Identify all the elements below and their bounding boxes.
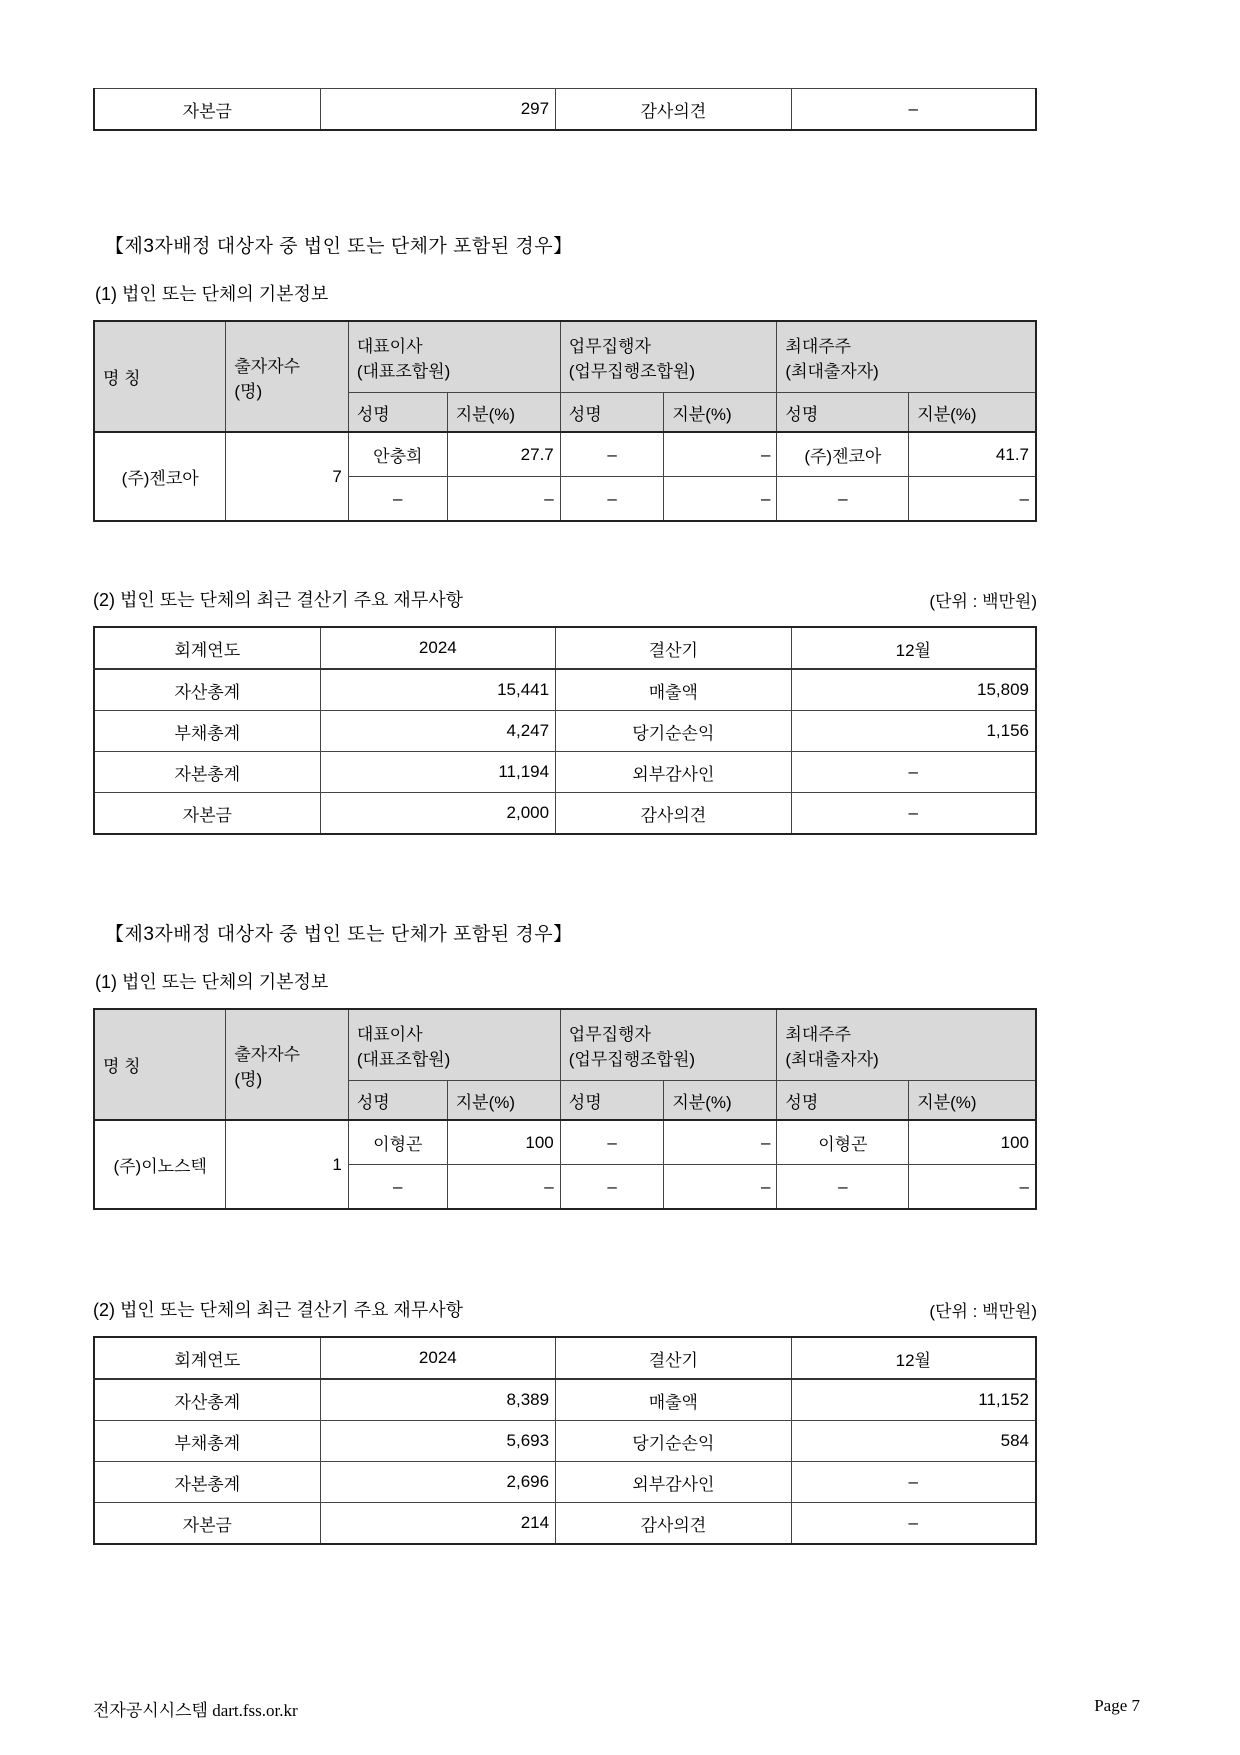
header-line: 업무집행자 — [568, 337, 651, 356]
financial-table — [93, 1336, 1037, 1545]
cell-entity-name: (주)젠코아 — [94, 432, 226, 521]
cell: 자산총계 — [94, 1379, 320, 1421]
header-row — [94, 1009, 1036, 1081]
header-cell-executive — [560, 321, 777, 393]
header-cell-sub-share: 지분(%) — [664, 1081, 777, 1121]
cell: – — [791, 1503, 1036, 1545]
cell: – — [664, 1165, 777, 1210]
cell: 8,389 — [320, 1379, 556, 1421]
cell: 12월 — [791, 1337, 1036, 1379]
header-line: (대표조합원) — [356, 362, 451, 381]
table-row — [94, 793, 1036, 835]
section-title: 【제3자배정 대상자 중 법인 또는 단체가 포함된 경우】 — [105, 236, 573, 257]
cell: 12월 — [791, 627, 1036, 669]
financial-caption: (2) 법인 또는 단체의 최근 결산기 주요 재무사항 — [93, 1300, 463, 1320]
basic-info-table — [93, 320, 1037, 522]
cell: 당기순손익 — [556, 1421, 792, 1462]
table-row — [94, 432, 1036, 477]
header-cell-largest-shareholder — [777, 1009, 1036, 1081]
unit-label: (단위 : 백만원) — [929, 592, 1037, 611]
table-row — [94, 1120, 1036, 1165]
cell: 결산기 — [556, 627, 792, 669]
cell: 1,156 — [791, 711, 1036, 752]
financial-caption-row — [93, 1296, 1037, 1322]
header-row — [94, 321, 1036, 393]
cell: 자본금 — [94, 1503, 320, 1545]
cell: 회계연도 — [94, 1337, 320, 1379]
cell: 당기순손익 — [556, 711, 792, 752]
cell: 5,693 — [320, 1421, 556, 1462]
financial-caption: (2) 법인 또는 단체의 최근 결산기 주요 재무사항 — [93, 590, 463, 610]
header-line: (대표조합원) — [356, 1050, 451, 1069]
cell: 부채총계 — [94, 711, 320, 752]
cell: 외부감사인 — [556, 1462, 792, 1503]
cell: – — [791, 752, 1036, 793]
header-line: 대표이사 — [356, 1025, 423, 1044]
top-partial-table — [93, 88, 1037, 131]
footer-page-number: Page 7 — [1094, 1696, 1140, 1715]
header-line: (업무집행조합원) — [568, 362, 696, 381]
cell: – — [777, 477, 909, 522]
cell: – — [664, 1120, 777, 1165]
basic-info-caption: (1) 법인 또는 단체의 기본정보 — [95, 284, 329, 304]
cell: 감사의견 — [556, 1503, 792, 1545]
header-cell-name: 명 칭 — [94, 321, 226, 432]
header-cell-sub-name: 성명 — [348, 393, 447, 433]
header-cell-sub-name: 성명 — [348, 1081, 447, 1121]
cell: – — [791, 793, 1036, 835]
table-row — [94, 627, 1036, 669]
cell: 자본총계 — [94, 752, 320, 793]
header-cell-ceo — [348, 321, 560, 393]
cell: – — [348, 1165, 447, 1210]
basic-info-caption: (1) 법인 또는 단체의 기본정보 — [95, 972, 329, 992]
cell: 회계연도 — [94, 627, 320, 669]
header-line: 출자자수 — [234, 356, 301, 376]
cell: 15,441 — [320, 669, 556, 711]
cell: 부채총계 — [94, 1421, 320, 1462]
cell: 자본총계 — [94, 1462, 320, 1503]
cell: – — [909, 1165, 1036, 1210]
header-line: 대표이사 — [356, 337, 423, 356]
cell: 4,247 — [320, 711, 556, 752]
cell: 27.7 — [447, 432, 560, 477]
cell: – — [560, 432, 664, 477]
footer-site: 전자공시시스템 dart.fss.or.kr — [93, 1701, 298, 1720]
cell: 자본금 — [94, 793, 320, 835]
page-content — [93, 0, 1037, 1545]
header-line: 최대주주 — [785, 1025, 852, 1044]
cell: – — [560, 1165, 664, 1210]
cell: 매출액 — [556, 1379, 792, 1421]
cell: 2024 — [320, 627, 556, 669]
cell: – — [909, 477, 1036, 522]
header-cell-sub-name: 성명 — [777, 393, 909, 433]
cell: 이형곤 — [777, 1120, 909, 1165]
section-1 — [93, 231, 1037, 835]
header-cell-executive — [560, 1009, 777, 1081]
cell-investor-count: 7 — [226, 432, 348, 521]
header-cell-largest-shareholder — [777, 321, 1036, 393]
header-line: 업무집행자 — [568, 1025, 651, 1044]
cell: – — [777, 1165, 909, 1210]
cell: 41.7 — [909, 432, 1036, 477]
header-cell-sub-share: 지분(%) — [909, 393, 1036, 433]
cell: 자산총계 — [94, 669, 320, 711]
page-footer — [93, 1696, 1140, 1721]
basic-info-table — [93, 1008, 1037, 1210]
header-line: (최대출자자) — [785, 362, 879, 381]
header-cell-investors — [226, 321, 348, 432]
header-line: 출자자수 — [234, 1044, 301, 1064]
cell: 584 — [791, 1421, 1036, 1462]
cell: 100 — [909, 1120, 1036, 1165]
table-row — [94, 89, 1036, 131]
cell: 2024 — [320, 1337, 556, 1379]
header-cell-sub-name: 성명 — [777, 1081, 909, 1121]
header-line: (업무집행조합원) — [568, 1050, 696, 1069]
header-cell-sub-share: 지분(%) — [447, 393, 560, 433]
cell-investor-count: 1 — [226, 1120, 348, 1209]
cell-entity-name: (주)이노스텍 — [94, 1120, 226, 1209]
header-cell-ceo — [348, 1009, 560, 1081]
cell: 100 — [447, 1120, 560, 1165]
cell: 2,696 — [320, 1462, 556, 1503]
unit-label: (단위 : 백만원) — [929, 1302, 1037, 1321]
cell: 214 — [320, 1503, 556, 1545]
cell: – — [791, 89, 1036, 131]
section-title: 【제3자배정 대상자 중 법인 또는 단체가 포함된 경우】 — [105, 924, 573, 945]
cell: 2,000 — [320, 793, 556, 835]
table-row — [94, 1421, 1036, 1462]
table-row — [94, 1379, 1036, 1421]
table-row — [94, 1462, 1036, 1503]
cell: 매출액 — [556, 669, 792, 711]
header-cell-sub-name: 성명 — [560, 393, 664, 433]
header-line: (최대출자자) — [785, 1050, 879, 1069]
header-cell-name: 명 칭 — [94, 1009, 226, 1120]
cell: – — [447, 1165, 560, 1210]
cell: – — [664, 477, 777, 522]
header-line: (명) — [234, 1069, 263, 1089]
cell: 외부감사인 — [556, 752, 792, 793]
cell: – — [791, 1462, 1036, 1503]
header-cell-sub-share: 지분(%) — [909, 1081, 1036, 1121]
header-cell-investors — [226, 1009, 348, 1120]
header-line: 최대주주 — [785, 337, 852, 356]
financial-table — [93, 626, 1037, 835]
cell: 11,152 — [791, 1379, 1036, 1421]
table-row — [94, 669, 1036, 711]
financial-caption-row — [93, 586, 1037, 612]
section-2 — [93, 919, 1037, 1545]
cell: 297 — [320, 89, 556, 131]
cell: (주)젠코아 — [777, 432, 909, 477]
cell: 안충희 — [348, 432, 447, 477]
cell: 감사의견 — [556, 793, 792, 835]
table-row — [94, 1503, 1036, 1545]
cell: 이형곤 — [348, 1120, 447, 1165]
cell: 15,809 — [791, 669, 1036, 711]
cell: 자본금 — [94, 89, 320, 131]
cell: – — [560, 477, 664, 522]
header-line: (명) — [234, 381, 263, 401]
cell: – — [447, 477, 560, 522]
table-row — [94, 752, 1036, 793]
cell: 감사의견 — [556, 89, 792, 131]
table-row — [94, 1337, 1036, 1379]
cell: – — [664, 432, 777, 477]
header-cell-sub-name: 성명 — [560, 1081, 664, 1121]
table-row — [94, 711, 1036, 752]
cell: 결산기 — [556, 1337, 792, 1379]
header-cell-sub-share: 지분(%) — [664, 393, 777, 433]
cell: 11,194 — [320, 752, 556, 793]
cell: – — [560, 1120, 664, 1165]
header-cell-sub-share: 지분(%) — [447, 1081, 560, 1121]
cell: – — [348, 477, 447, 522]
